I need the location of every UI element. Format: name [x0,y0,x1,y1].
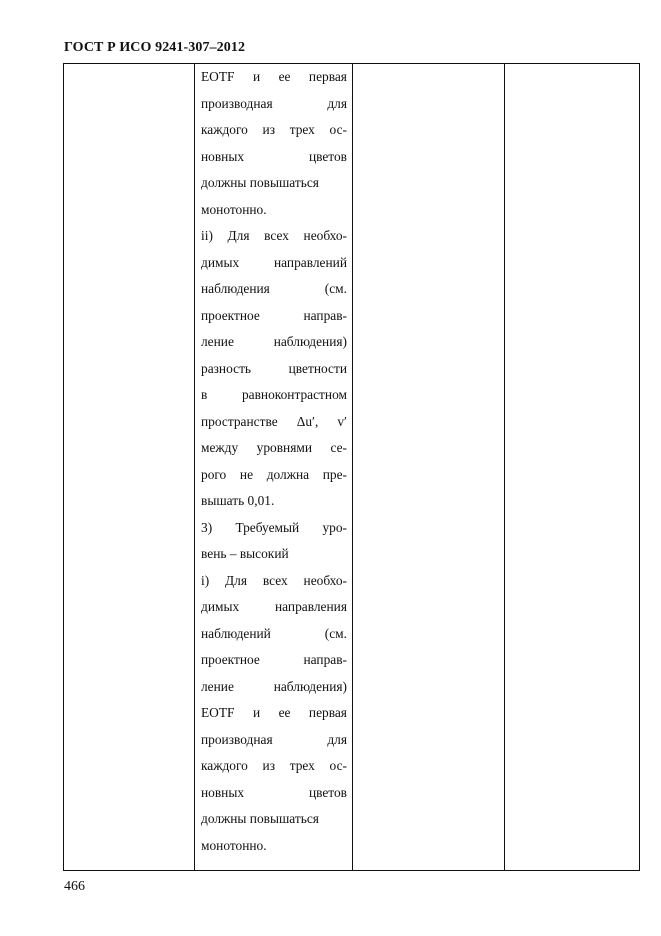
text-word: наблюдения) [273,334,347,349]
text-word: (см. [324,625,347,641]
text-line [201,250,347,277]
text-word: цветности [288,360,347,376]
text-word: ос- [329,122,347,137]
text-word: Требуемый [235,519,300,535]
text-word: Для [225,572,248,588]
text-word: направ- [303,307,347,323]
text-word: из [262,758,276,773]
text-word: ос- [329,758,347,773]
text-word: производная [201,731,273,747]
text-word: наблюдения [201,281,270,296]
text-word: для [327,95,347,111]
text-word: трех [289,122,315,137]
text-word: 3) [201,519,213,535]
text-line [201,621,347,648]
requirement-text [195,64,352,859]
text-word: новных [201,784,245,800]
text-line [201,435,347,462]
text-word: уровнями [256,440,313,455]
text-word: цветов [308,148,347,164]
text-word: проектное [201,307,260,323]
text-word: ii) [201,228,213,243]
text-word: проектное [201,652,260,667]
text-line: вышать 0,01. [201,493,275,508]
text-line [201,727,347,754]
text-line [201,515,347,542]
text-word: ее [278,69,291,84]
text-line [201,594,347,621]
text-word: и [252,705,261,720]
text-line [201,356,347,383]
text-word: димых [201,254,240,270]
text-word: наблюдения) [273,678,347,694]
text-word: необхо- [303,228,347,243]
text-word: производная [201,95,273,111]
text-word: разность [201,360,252,376]
text-word: ление [201,334,234,349]
table-row [64,64,640,871]
text-word: димых [201,599,240,614]
text-line: должны повышаться [201,175,319,190]
text-word: се- [330,440,347,455]
text-word: ее [278,705,291,720]
text-word: первая [308,705,347,720]
table-cell-col3 [353,64,505,871]
text-line [201,568,347,595]
requirements-table [63,63,640,871]
text-line [201,117,347,144]
text-line [201,303,347,330]
text-word: всех [262,572,288,588]
text-word: рого [201,466,227,482]
text-line [201,329,347,356]
page-number: 466 [64,879,85,894]
text-word: (см. [324,281,347,296]
text-word: для [327,731,347,747]
text-word: EOTF [201,69,235,84]
text-word: трех [289,758,315,773]
text-word: всех [264,228,289,243]
text-line [201,753,347,780]
text-word: и [252,69,261,84]
text-word: каждого [201,758,248,773]
text-word: каждого [201,122,248,137]
text-word: новных [201,148,245,164]
table-cell-col4 [505,64,640,871]
text-word: цветов [308,784,347,800]
text-line [201,91,347,118]
text-line [201,382,347,409]
text-word: должна [266,466,310,482]
text-word: EOTF [201,705,235,720]
text-word: не [239,466,254,482]
text-line [201,144,347,171]
text-word: необхо- [303,572,347,588]
text-line [201,674,347,701]
table-cell-col2 [195,64,353,871]
table-cell-col1 [64,64,195,871]
text-line: монотонно. [201,837,267,853]
text-word: направления [274,599,347,614]
text-line [201,276,347,303]
text-word: уро- [322,519,347,535]
text-line [201,409,347,436]
text-line [201,223,347,250]
text-word: между [201,440,239,455]
text-word: направ- [303,652,347,667]
text-line [201,700,347,727]
text-line: должны повышаться [201,811,319,826]
text-line: монотонно. [201,201,267,217]
text-word: v′ [337,413,347,429]
text-word: Для [227,228,250,243]
text-line [201,647,347,674]
text-line: вень – высокий [201,546,289,561]
text-line [201,780,347,807]
text-word: первая [308,69,347,84]
text-word: пространстве [201,413,278,429]
text-word: равноконтрастном [241,387,347,402]
text-word: направлений [273,254,347,270]
text-word: из [262,122,276,137]
document-header: ГОСТ Р ИСО 9241-307–2012 [64,40,246,55]
text-line [201,64,347,91]
text-word: в [201,387,208,402]
text-word: ление [201,678,234,694]
text-word: наблюдений [201,625,271,641]
text-word: пре- [322,466,347,482]
text-word: i) [201,572,210,588]
text-line [201,462,347,489]
text-word: Δu′, [296,413,319,429]
